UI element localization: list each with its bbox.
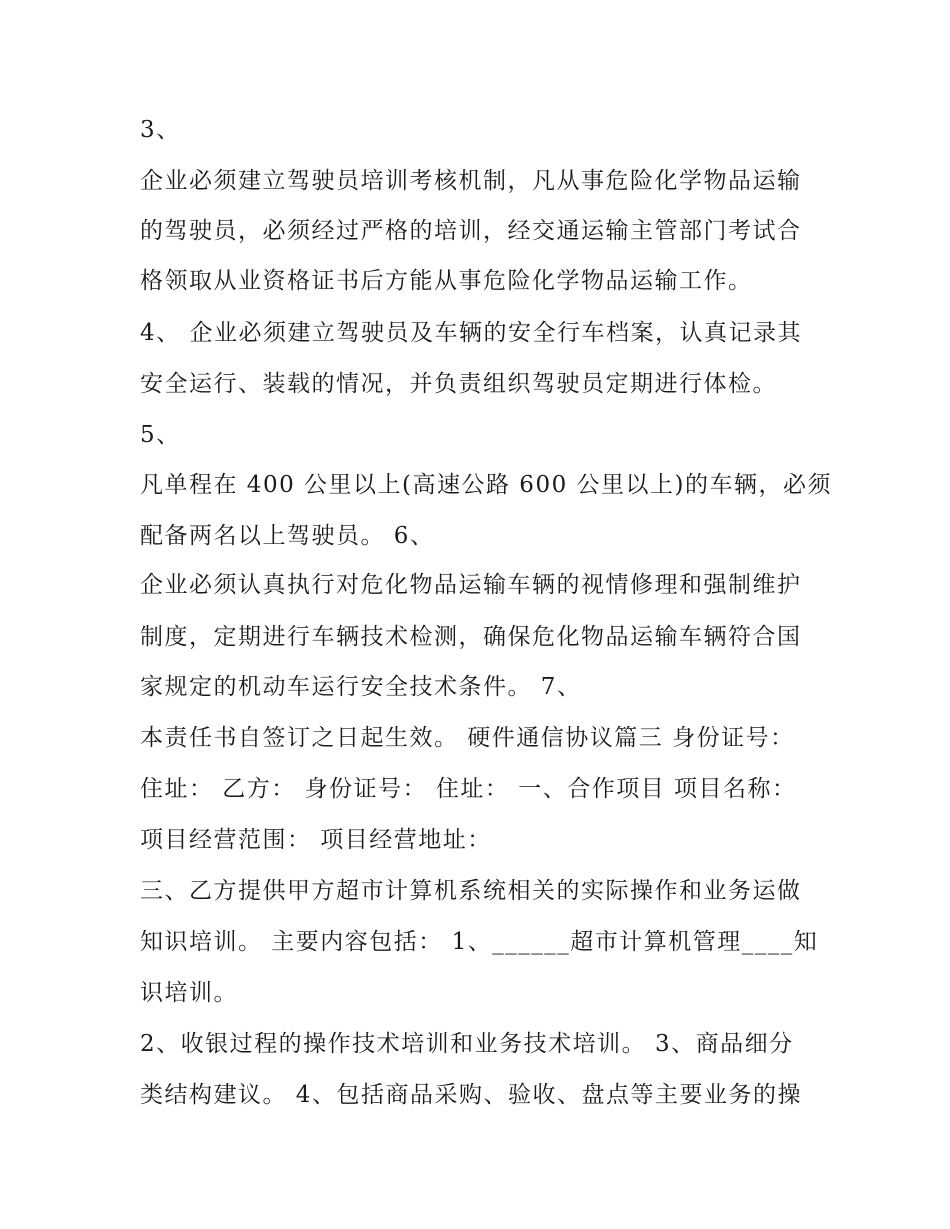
text-line: 家规定的机动车运行安全技术条件。 7、 <box>140 674 582 700</box>
text-line: 企业必须建立驾驶员培训考核机制，凡从事危险化学物品运输 <box>140 168 802 194</box>
text-line: 凡单程在 400 公里以上(高速公路 600 公里以上)的车辆，必须 <box>140 472 832 498</box>
text-line: 4、 企业必须建立驾驶员及车辆的安全行车档案，认真记录其 <box>140 320 802 346</box>
text-line: 三、乙方提供甲方超市计算机系统相关的实际操作和业务运做 <box>140 878 802 904</box>
text-line: 企业必须认真执行对危化物品运输车辆的视情修理和强制维护 <box>140 572 802 598</box>
text-line: 识培训。 <box>140 980 238 1006</box>
text-line: 住址： 乙方： 身份证号： 住址： 一、合作项目 项目名称： <box>140 776 797 802</box>
text-line: 制度，定期进行车辆技术检测，确保危化物品运输车辆符合国 <box>140 624 802 650</box>
text-line: 配备两名以上驾驶员。 6、 <box>140 523 435 549</box>
text-line: 的驾驶员，必须经过严格的培训，经交通运输主管部门考试合 <box>140 218 802 244</box>
text-line: 5、 <box>140 422 181 448</box>
text-line: 安全运行、装载的情况，并负责组织驾驶员定期进行体检。 <box>140 371 777 397</box>
text-line: 项目经营范围： 项目经营地址： <box>140 827 492 853</box>
text-line: 知识培训。 主要内容包括： 1、______超市计算机管理____知 <box>140 929 819 955</box>
text-line: 3、 <box>140 117 181 143</box>
text-line: 2、收银过程的操作技术培训和业务技术培训。 3、商品细分 <box>140 1031 794 1057</box>
text-line: 本责任书自签订之日起生效。 硬件通信协议篇三 身份证号： <box>140 725 795 751</box>
text-line: 类结构建议。 4、包括商品采购、验收、盘点等主要业务的操 <box>140 1082 802 1108</box>
text-line: 格领取从业资格证书后方能从事危险化学物品运输工作。 <box>140 268 753 294</box>
